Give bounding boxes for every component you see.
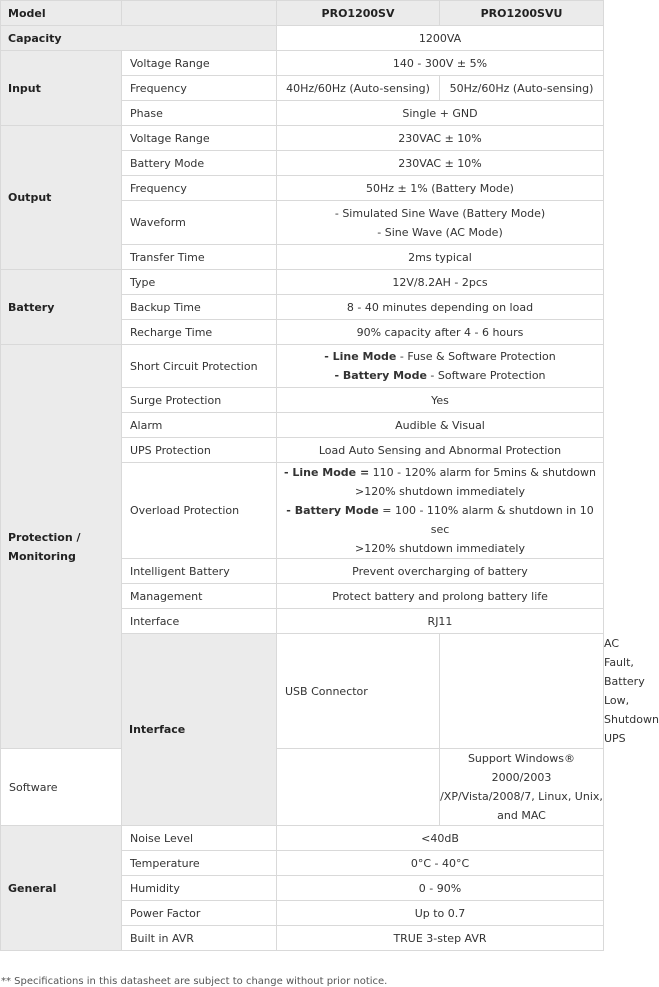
waveform-line-2: - Sine Wave (AC Mode) [377, 225, 503, 239]
power-factor-value: Up to 0.7 [277, 901, 604, 926]
input-frequency-label: Frequency [122, 76, 277, 101]
input-frequency-sv: 40Hz/60Hz (Auto-sensing) [277, 76, 440, 101]
battery-backup-value: 8 - 40 minutes depending on load [277, 295, 604, 320]
waveform-line-1: - Simulated Sine Wave (Battery Mode) [334, 206, 546, 220]
short-circuit-label: Short Circuit Protection [122, 345, 277, 388]
input-frequency-svu: 50Hz/60Hz (Auto-sensing) [440, 76, 604, 101]
footnote: ** Specifications in this datasheet are subject to change without prior notice. [1, 976, 388, 987]
humidity-value: 0 - 90% [277, 876, 604, 901]
battery-type-value: 12V/8.2AH - 2pcs [277, 270, 604, 295]
battery-category: Battery [1, 270, 122, 345]
output-waveform-label: Waveform [122, 201, 277, 245]
output-waveform-value [277, 201, 604, 245]
header-model: Model [1, 1, 122, 26]
overload-battery-mode-shutdown: >120% shutdown immediately [354, 542, 525, 555]
short-line-mode-text: - Fuse & Software Protection [396, 350, 556, 363]
overload-battery-mode-text: = 100 - 110% alarm & shutdown in 10 sec [378, 504, 594, 536]
overload-battery-mode-bold: - Battery Mode [286, 504, 379, 517]
header-pro1200sv: PRO1200SV [277, 1, 440, 26]
overload-value [277, 463, 604, 559]
protection-category: Protection / Monitoring [1, 345, 122, 749]
input-voltage-label: Voltage Range [122, 51, 277, 76]
output-frequency-label: Frequency [122, 176, 277, 201]
interface-port-label: Interface [122, 609, 277, 634]
intelligent-battery-label: Intelligent Battery [122, 559, 277, 584]
battery-recharge-label: Recharge Time [122, 320, 277, 345]
avr-value: TRUE 3-step AVR [277, 926, 604, 951]
general-category: General [1, 826, 122, 951]
power-factor-label: Power Factor [122, 901, 277, 926]
output-voltage-value: 230VAC ± 10% [277, 126, 604, 151]
noise-value: <40dB [277, 826, 604, 851]
capacity-value: 1200VA [277, 26, 604, 51]
avr-label: Built in AVR [122, 926, 277, 951]
surge-label: Surge Protection [122, 388, 277, 413]
usb-connector-label: USB Connector [277, 634, 440, 749]
short-circuit-value [277, 345, 604, 388]
input-phase-value: Single + GND [277, 101, 604, 126]
output-voltage-label: Voltage Range [122, 126, 277, 151]
software-line-3: and MAC [497, 809, 546, 822]
output-category: Output [1, 126, 122, 270]
noise-label: Noise Level [122, 826, 277, 851]
output-battery-mode-value: 230VAC ± 10% [277, 151, 604, 176]
battery-backup-label: Backup Time [122, 295, 277, 320]
overload-line-mode-text: 110 - 120% alarm for 5mins & shutdown [369, 466, 596, 479]
temperature-value: 0°C - 40°C [277, 851, 604, 876]
alarm-label: Alarm [122, 413, 277, 438]
capacity-row [1, 26, 604, 51]
usb-connector-sv [440, 634, 604, 749]
input-category: Input [1, 51, 122, 126]
header-row [1, 1, 604, 26]
surge-value: Yes [277, 388, 604, 413]
battery-recharge-value: 90% capacity after 4 - 6 hours [277, 320, 604, 345]
output-transfer-value: 2ms typical [277, 245, 604, 270]
software-svu [440, 749, 604, 826]
spec-table: Model PRO1200SV PRO1200SVU Capacity 1200VA Input Voltage Range 140 - 300V ± 5% Frequency 40Hz/60Hz (Auto-sensing) 50Hz/60Hz (Auto-sensing) Phase Single + GND Output Voltage Range 230VAC ± 10% Battery Mode 230VAC ± 10% Frequency 50Hz ± 1% (Battery Mode) Waveform - Simulated Sine Wave (Battery Mode) - Sine Wave (AC Mode) Transfer Time 2ms typical Battery Type 12V/8.2AH - 2pcs Backup Time 8 - 40 minutes depending on load Recharge Time 90% capacity after 4 - 6 hours Protection / Monitoring Short Circuit Protection - Line Mode - Fuse & Software Protection - Battery Mode - Software Protection Surge Protection Yes Alarm Audible & Visual UPS Protection Load Auto Sensing and Abnormal Protection Overload Protection - Line Mode = 110 - 120% alarm for 5mins & shutdown >120% shutdown immediately - Battery Mode = 100 - 110% alarm & shutdown in 10 sec >120% shutdown immediately Intelligent Battery Prevent overcharging of battery Management Protect battery and prolong battery life Interface RJ11 Interface USB Connector AC Fault, Battery Low, Shutdown UPS Software Support Windows® 2000/2003 /XP/Vista/2008/7, Linux, Unix, and MAC General Noise Level <40dB Temperature 0°C - 40°C Humidity 0 - 90% Power Factor Up to 0.7 Built in AVR TRUE 3-step AVR [0, 0, 604, 951]
header-pro1200svu: PRO1200SVU [440, 1, 604, 26]
software-sv [277, 749, 440, 826]
interface-category: Interface [122, 634, 277, 826]
management-value: Protect battery and prolong battery life [277, 584, 604, 609]
overload-label: Overload Protection [122, 463, 277, 559]
intelligent-battery-value: Prevent overcharging of battery [277, 559, 604, 584]
ups-protection-value: Load Auto Sensing and Abnormal Protection [277, 438, 604, 463]
software-line-2: /XP/Vista/2008/7, Linux, Unix, [440, 790, 603, 803]
short-line-mode-bold: - Line Mode [324, 350, 397, 363]
output-transfer-label: Transfer Time [122, 245, 277, 270]
overload-line-mode-bold: - Line Mode = [284, 466, 370, 479]
input-voltage-value: 140 - 300V ± 5% [277, 51, 604, 76]
short-battery-mode-bold: - Battery Mode [334, 369, 427, 382]
management-label: Management [122, 584, 277, 609]
ups-protection-label: UPS Protection [122, 438, 277, 463]
battery-type-label: Type [122, 270, 277, 295]
interface-port-value: RJ11 [277, 609, 604, 634]
output-frequency-value: 50Hz ± 1% (Battery Mode) [277, 176, 604, 201]
temperature-label: Temperature [122, 851, 277, 876]
input-phase-label: Phase [122, 101, 277, 126]
humidity-label: Humidity [122, 876, 277, 901]
capacity-label: Capacity [1, 26, 277, 51]
short-battery-mode-text: - Software Protection [426, 369, 546, 382]
software-line-1: Support Windows® 2000/2003 [467, 752, 576, 784]
overload-line-mode-shutdown: >120% shutdown immediately [354, 485, 525, 498]
alarm-value: Audible & Visual [277, 413, 604, 438]
output-battery-mode-label: Battery Mode [122, 151, 277, 176]
software-label: Software [1, 749, 122, 826]
